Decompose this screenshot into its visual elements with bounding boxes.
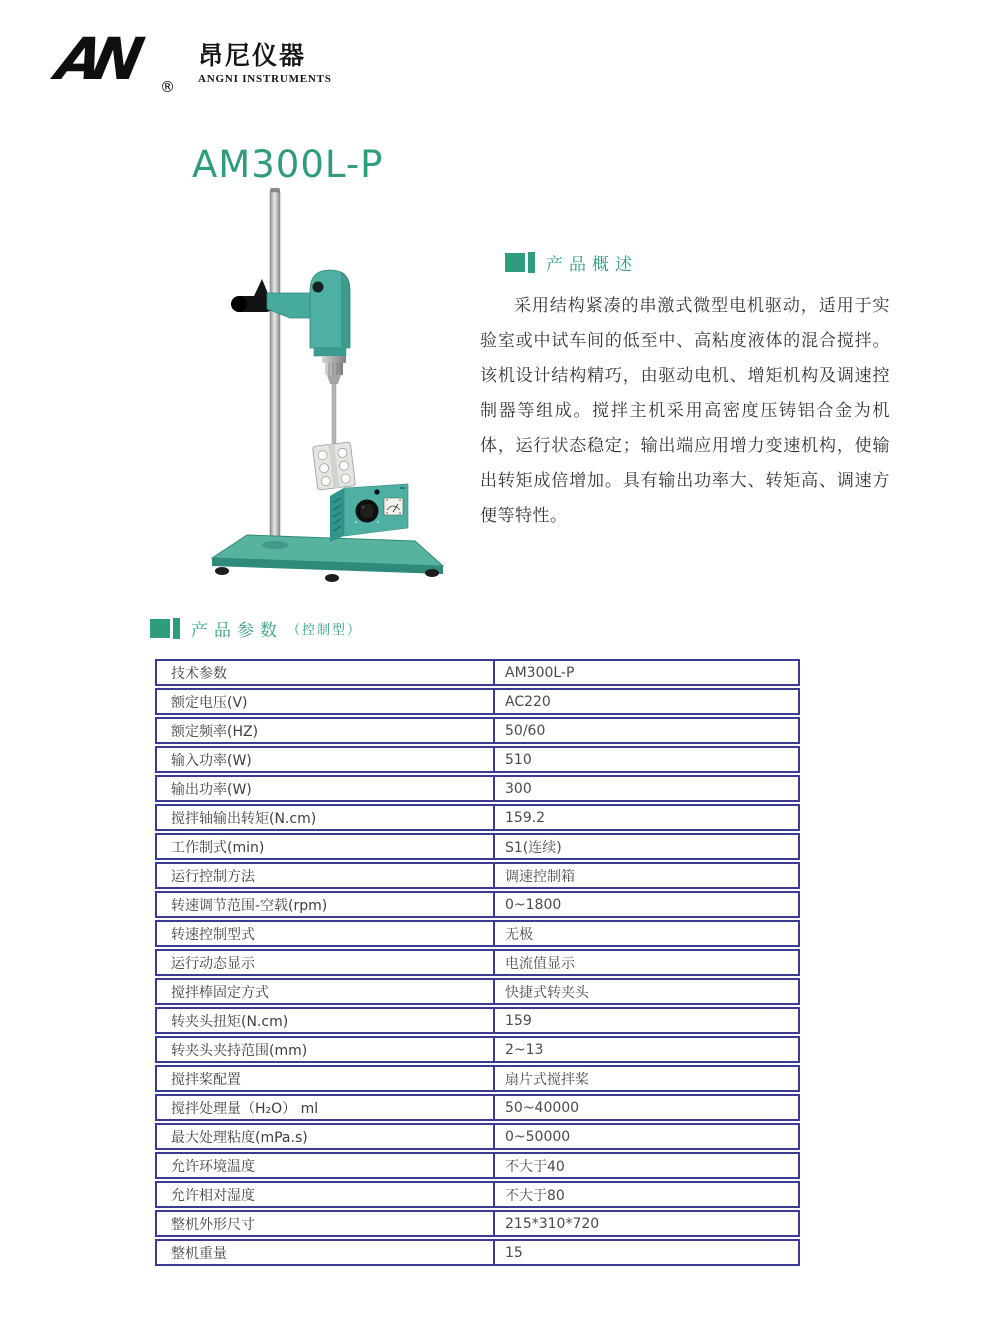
table-row <box>155 1007 800 1034</box>
registered-mark: ® <box>160 78 175 96</box>
param-label: 运行控制方法 <box>155 862 495 889</box>
table-row <box>155 1181 800 1208</box>
param-label: 额定电压(V) <box>155 688 495 715</box>
params-table-body <box>155 659 800 1266</box>
param-label: 允许环境温度 <box>155 1152 495 1179</box>
table-row <box>155 1152 800 1179</box>
product-image <box>170 178 470 598</box>
overview-paragraph: 采用结构紧凑的串激式微型电机驱动，适用于实验室或中试车间的低至中、高粘度液体的混合搅拌。该机设计结构精巧，由驱动电机、增矩机构及调速控制器等组成。搅拌主机采用高密度压铸铝合金为机体，运行状态稳定；输出端应用增力变速机构，使输出转矩成倍增加。具有输出功率大、转矩高、调速方便等特性。 <box>480 296 890 526</box>
bar-marker-icon <box>528 252 535 273</box>
table-row <box>155 1036 800 1063</box>
table-row <box>155 862 800 889</box>
overview-header <box>505 251 890 273</box>
parameters-title: 产品参数 <box>191 620 283 641</box>
param-value: 0~50000 <box>495 1123 800 1150</box>
param-label: 转速控制型式 <box>155 920 495 947</box>
square-marker-icon <box>150 619 170 638</box>
table-row <box>155 717 800 744</box>
param-value: 159 <box>495 1007 800 1034</box>
table-row <box>155 659 800 686</box>
brand-logo <box>50 25 332 100</box>
square-marker-icon <box>505 253 525 272</box>
param-value: AC220 <box>495 688 800 715</box>
param-value: 电流值显示 <box>495 949 800 976</box>
param-label: 整机重量 <box>155 1239 495 1266</box>
param-value: 无极 <box>495 920 800 947</box>
param-value: 2~13 <box>495 1036 800 1063</box>
param-label: 输入功率(W) <box>155 746 495 773</box>
param-label: 搅拌处理量（H₂O） ml <box>155 1094 495 1121</box>
table-row <box>155 920 800 947</box>
parameters-subtitle: （控制型） <box>287 622 363 638</box>
param-label: 搅拌轴输出转矩(N.cm) <box>155 804 495 831</box>
param-label: 最大处理粘度(mPa.s) <box>155 1123 495 1150</box>
parameters-table <box>155 657 800 1268</box>
param-label: 额定频率(HZ) <box>155 717 495 744</box>
param-value: 0~1800 <box>495 891 800 918</box>
param-label: 工作制式(min) <box>155 833 495 860</box>
stirrer-illustration-icon <box>170 178 470 598</box>
table-row <box>155 1239 800 1266</box>
table-row <box>155 949 800 976</box>
param-value: 15 <box>495 1239 800 1266</box>
param-value: 快捷式转夹头 <box>495 978 800 1005</box>
table-row <box>155 746 800 773</box>
an-logo-text: AN <box>50 25 141 93</box>
brand-names <box>198 34 332 85</box>
param-value: 50~40000 <box>495 1094 800 1121</box>
page-title: AM300L-P <box>192 143 384 186</box>
brand-name-en: ANGNI INSTRUMENTS <box>198 72 332 85</box>
table-row <box>155 1094 800 1121</box>
param-value: 159.2 <box>495 804 800 831</box>
param-label: 转速调节范围-空载(rpm) <box>155 891 495 918</box>
param-label: 搅拌棒固定方式 <box>155 978 495 1005</box>
param-value: 不大于40 <box>495 1152 800 1179</box>
overview-title: 产品概述 <box>546 254 638 275</box>
table-row <box>155 978 800 1005</box>
param-label: 转夹头夹持范围(mm) <box>155 1036 495 1063</box>
table-row <box>155 1065 800 1092</box>
param-value: 300 <box>495 775 800 802</box>
param-value: 调速控制箱 <box>495 862 800 889</box>
param-value: 510 <box>495 746 800 773</box>
param-label: 输出功率(W) <box>155 775 495 802</box>
parameters-header <box>150 617 362 639</box>
param-value: 不大于80 <box>495 1181 800 1208</box>
table-row <box>155 891 800 918</box>
an-logo-icon <box>50 25 188 100</box>
param-label: 允许相对湿度 <box>155 1181 495 1208</box>
brand-name-cn: 昂尼仪器 <box>198 41 307 70</box>
table-row <box>155 1210 800 1237</box>
overview-section <box>480 251 890 534</box>
param-value: AM300L-P <box>495 659 800 686</box>
param-value: 50/60 <box>495 717 800 744</box>
table-row <box>155 1123 800 1150</box>
param-label: 整机外形尺寸 <box>155 1210 495 1237</box>
param-value: S1(连续) <box>495 833 800 860</box>
bar-marker-icon <box>173 618 180 639</box>
param-value: 扇片式搅拌桨 <box>495 1065 800 1092</box>
param-label: 转夹头扭矩(N.cm) <box>155 1007 495 1034</box>
param-label: 技术参数 <box>155 659 495 686</box>
param-label: 搅拌桨配置 <box>155 1065 495 1092</box>
param-value: 215*310*720 <box>495 1210 800 1237</box>
table-row <box>155 688 800 715</box>
table-row <box>155 804 800 831</box>
table-row <box>155 833 800 860</box>
param-label: 运行动态显示 <box>155 949 495 976</box>
table-row <box>155 775 800 802</box>
